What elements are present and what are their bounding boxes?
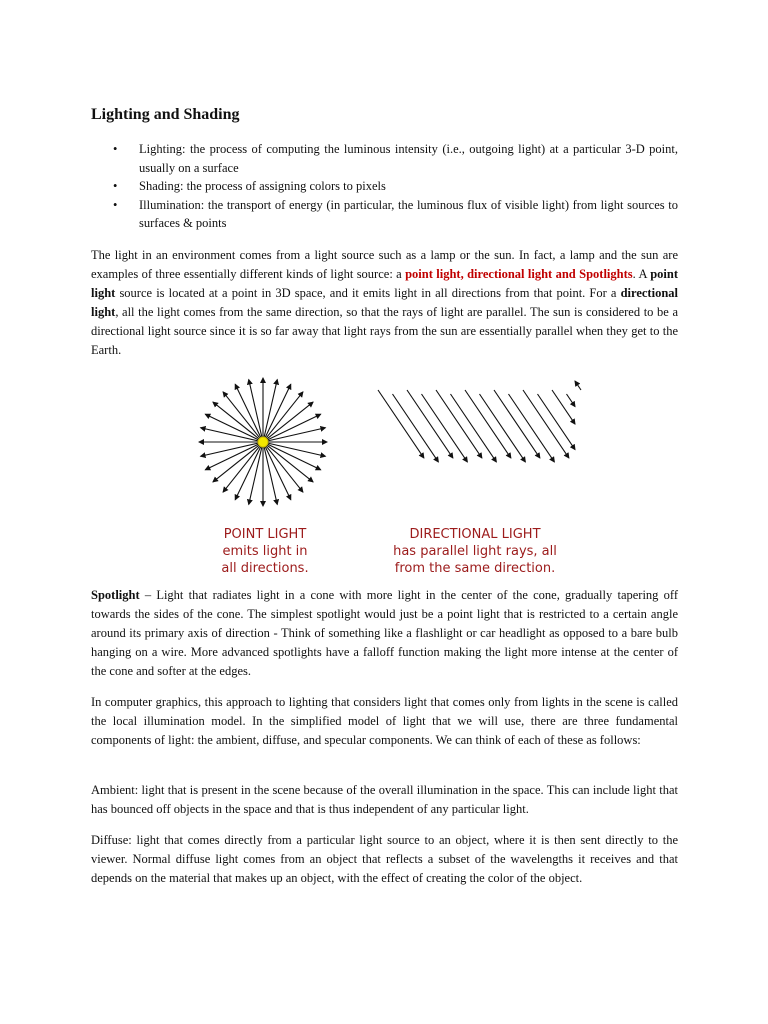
caption-line: emits light in <box>222 544 308 559</box>
list-item-text: Lighting: the process of computing the luminous intensity (i.e., outgoing light) at a particular 3-D point, usually on a surface <box>139 142 678 175</box>
directional-ray <box>393 394 439 462</box>
bullet-icon: • <box>113 179 118 193</box>
caption-line: from the same direction. <box>394 561 556 576</box>
definition-list <box>91 140 678 233</box>
directional-ray <box>538 394 576 450</box>
directional-ray <box>494 390 540 458</box>
point-ray <box>264 447 277 505</box>
spotlight-term: Spotlight <box>91 588 140 602</box>
point-light-caption <box>190 526 340 577</box>
directional-ray <box>509 394 555 462</box>
caption-line: DIRECTIONAL LIGHT <box>409 527 541 542</box>
list-item-text: Shading: the process of assigning colors to pixels <box>139 179 386 193</box>
point-ray <box>201 443 259 456</box>
point-ray <box>264 380 277 438</box>
directional-ray <box>436 390 482 458</box>
point-light-term: point light <box>91 267 678 301</box>
directional-ray <box>451 394 497 462</box>
directional-light-caption <box>370 526 580 577</box>
light-types-highlight: point light, directional light and Spotlights <box>405 267 633 282</box>
directional-ray <box>575 381 581 390</box>
list-item <box>91 196 678 233</box>
caption-line: all directions. <box>221 561 309 576</box>
spotlight-paragraph <box>91 586 678 681</box>
list-item-text: Illumination: the transport of energy (in particular, the luminous flux of visible light) from light sources to surfaces & points <box>139 197 678 230</box>
directional-ray <box>465 390 511 458</box>
paragraph-text: – Light that radiates light in a cone with more light in the center of the cone, gradually tapering off towards the sides of the cone. The simplest spotlight would just be a point light that is restricted to a certain angle around its primary axis of direction - Think of something like a flashlight or car headlight as opposed to a bare bulb hanging on a wire. More advanced spotlights have a falloff function making the light more intense at the center of the cone and softer at the edges. <box>91 588 678 679</box>
list-item <box>91 177 678 196</box>
paragraph-text: source is located at a point in 3D space, and it emits light in all directions from that point. For a <box>115 286 621 301</box>
caption-line: POINT LIGHT <box>223 527 307 542</box>
directional-ray <box>523 390 569 458</box>
point-ray <box>268 428 326 441</box>
paragraph-text: , all the light comes from the same direction, so that the rays of light are parallel. The sun is considered to be a directional light source since it is so far away that light rays from the sun are essentially parallel when they get to the Earth. <box>91 305 678 358</box>
paragraph-text: The light in an environment comes from a light source such as a lamp or the sun. In fact, a lamp and the sun are examples of three essentially different kinds of light source: a <box>91 248 678 282</box>
point-light-source-icon <box>258 437 268 447</box>
bullet-icon: • <box>113 142 118 156</box>
point-ray <box>201 428 259 441</box>
directional-ray <box>422 394 468 462</box>
point-ray <box>249 447 262 505</box>
diffuse-paragraph: Diffuse: light that comes directly from a particular light source to an object, where it is then sent directly to the viewer. Normal diffuse light comes from an object that reflects a subset of the wavelengths it receives and that depends on the material that makes up an object, with the effect of creating the color of the object. <box>91 833 678 886</box>
directional-ray <box>480 394 526 462</box>
directional-ray <box>552 390 575 424</box>
ambient-paragraph: Ambient: light that is present in the scene because of the overall illumination in the space. This can include light that has bounced off objects in the space and that is thus independent of any particular light. <box>91 783 678 817</box>
intro-paragraph <box>91 246 678 361</box>
caption-line: has parallel light rays, all <box>393 544 557 559</box>
point-ray <box>268 443 326 456</box>
light-types-figure <box>180 372 590 577</box>
paragraph-text: . A <box>632 267 651 282</box>
point-ray <box>249 380 262 438</box>
local-illumination-paragraph: In computer graphics, this approach to lighting that considers light that comes only from lights in the scene is called the local illumination model. In the simplified model of light that we will use, there are three fundamental components of light: the ambient, diffuse, and specular components. We can think of each of these as follows: <box>91 695 678 748</box>
directional-ray <box>378 390 424 458</box>
directional-ray <box>567 394 576 407</box>
directional-light-term: directional light <box>91 286 678 320</box>
list-item <box>91 140 678 177</box>
bullet-icon: • <box>113 197 118 212</box>
section-heading: Lighting and Shading <box>91 106 240 123</box>
directional-ray <box>407 390 453 458</box>
directional-light-rays <box>378 381 581 462</box>
